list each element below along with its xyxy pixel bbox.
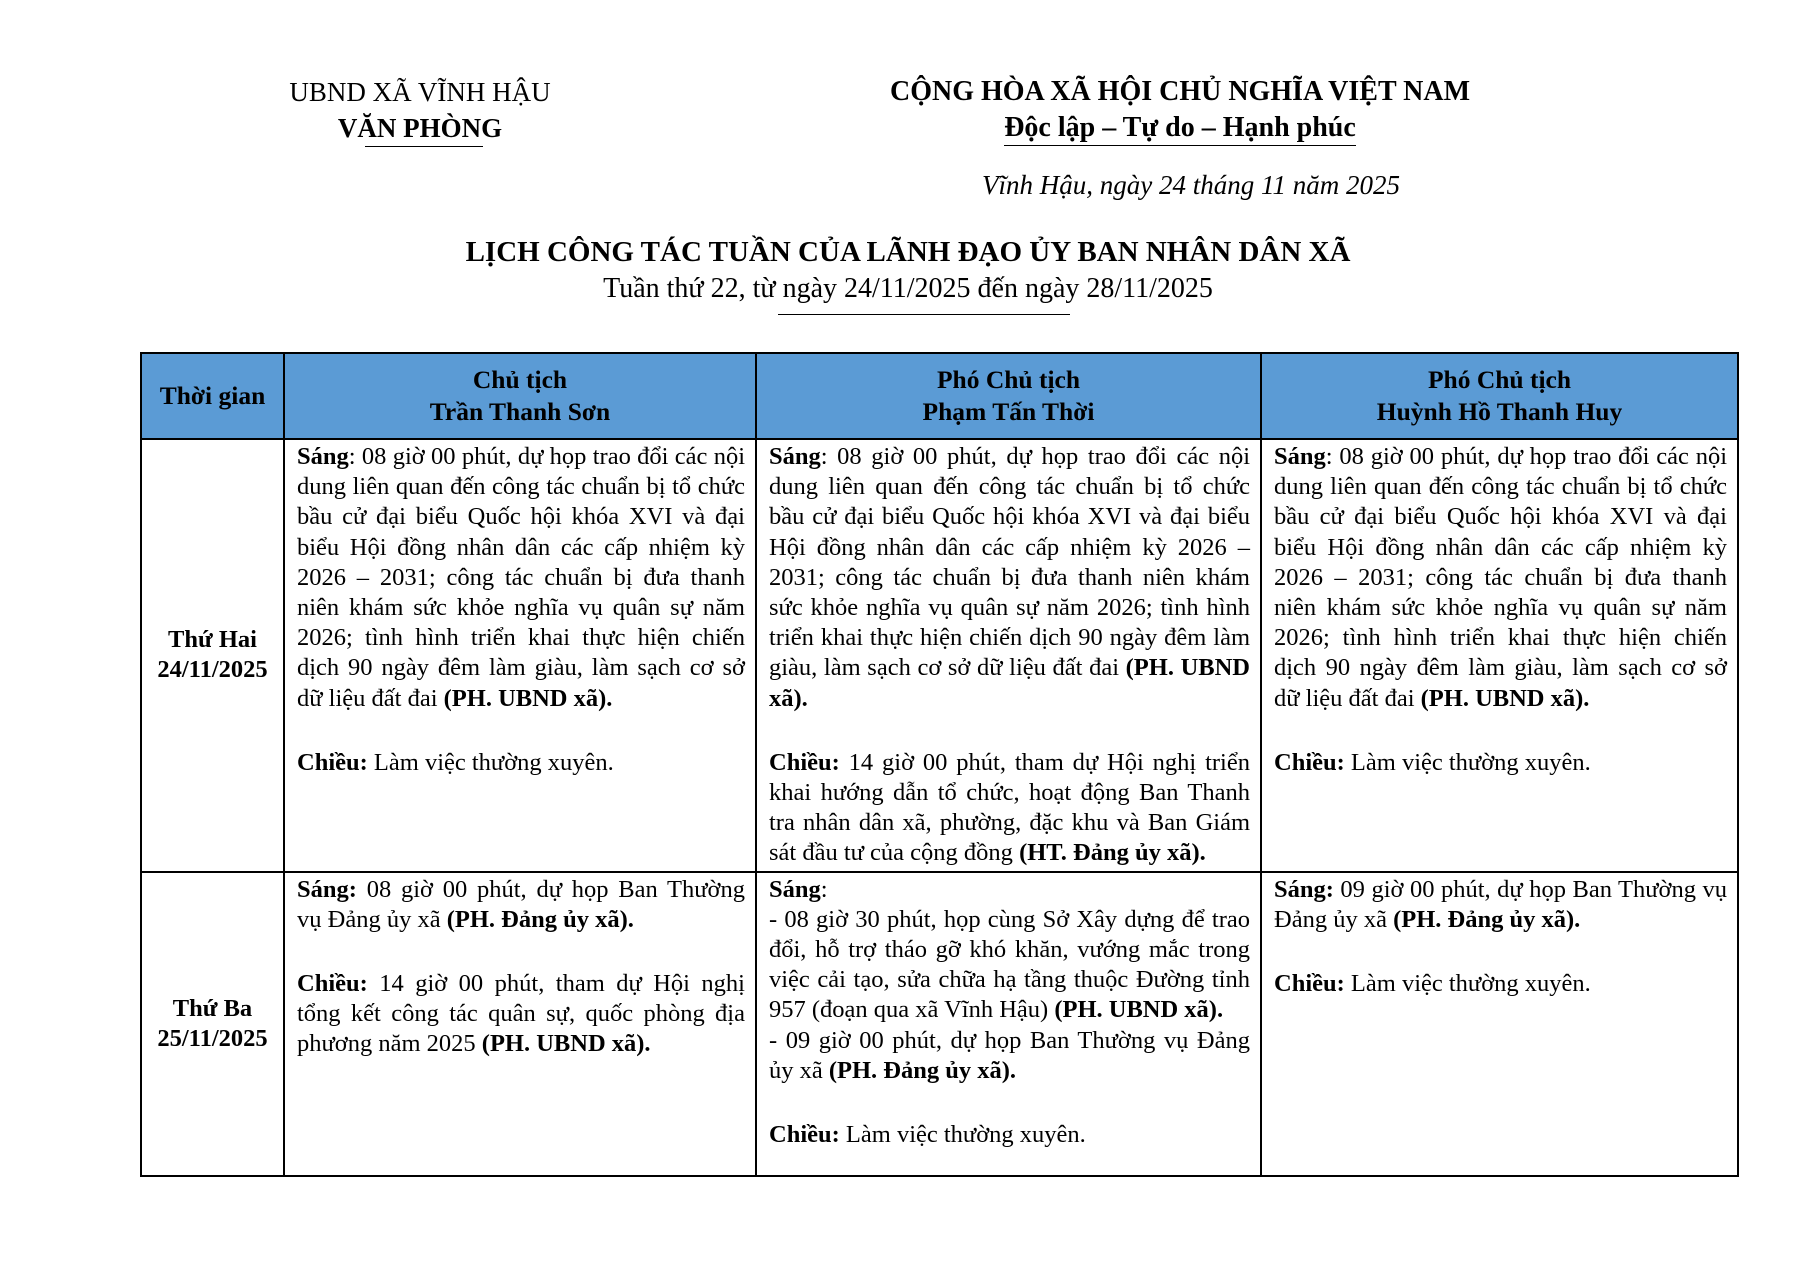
morning-entry	[297, 442, 745, 714]
morning-colon: :	[820, 875, 828, 903]
schedule-cell	[1261, 439, 1738, 872]
afternoon-host: (HT. Đảng ủy xã).	[1019, 839, 1206, 867]
place-and-date: Vĩnh Hậu, ngày 24 tháng 11 năm 2025	[982, 170, 1400, 200]
day-name: Thứ Hai	[168, 626, 257, 654]
table-row	[141, 872, 1738, 1176]
document-subtitle: Tuần thứ 22, từ ngày 24/11/2025 đến ngày 28/11/2025	[603, 273, 1213, 304]
column-header-leader-2	[756, 353, 1261, 439]
morning-host: (PH. UBND xã).	[443, 684, 613, 712]
afternoon-text: Làm việc thường xuyên.	[1344, 748, 1591, 776]
table-row	[141, 439, 1738, 872]
day-cell	[141, 872, 284, 1176]
afternoon-host: (PH. UBND xã).	[481, 1030, 651, 1058]
leader-name: Trần Thanh Sơn	[429, 397, 611, 426]
leader-name: Huỳnh Hồ Thanh Huy	[1376, 397, 1623, 426]
column-header-time: Thời gian	[141, 353, 284, 439]
morning-item-text: - 09 giờ 00 phút, dự họp Ban Thường vụ Đảng ủy xã	[769, 1026, 1250, 1084]
morning-label: Sáng	[769, 875, 821, 903]
afternoon-label: Chiều:	[1274, 748, 1345, 776]
schedule-cell	[1261, 872, 1738, 1176]
morning-host: (PH. UBND xã).	[1420, 684, 1590, 712]
morning-text: : 08 giờ 00 phút, dự họp trao đổi các nội dung liên quan đến công tác chuẩn bị tổ chức bầu cử đại biểu Quốc hội khóa XVI và đại biểu Hội đồng nhân dân các cấp nhiệm kỳ 2026 – 2031; công tác chuẩn bị đưa thanh niên khám sức khỏe nghĩa vụ quân sự năm 2026; tình hình triển khai thực hiện chiến dịch 90 ngày đêm làm giàu, làm sạch cơ sở dữ liệu đất đai	[1274, 443, 1727, 712]
morning-item	[769, 1026, 1250, 1086]
morning-text: 08 giờ 00 phút, dự họp Ban Thường vụ Đảng ủy xã	[297, 875, 745, 933]
afternoon-label: Chiều:	[297, 970, 368, 998]
national-motto: Độc lập – Tự do – Hạnh phúc	[1004, 112, 1356, 146]
day-name: Thứ Ba	[172, 994, 253, 1022]
morning-text: 09 giờ 00 phút, dự họp Ban Thường vụ Đảng ủy xã	[1274, 875, 1727, 933]
afternoon-text: 14 giờ 00 phút, tham dự Hội nghị triển khai hướng dẫn tổ chức, hoạt động Ban Thanh tra nhân dân xã, phường, đặc khu và Ban Giám sát đầu tư của cộng đồng	[769, 748, 1250, 867]
agency-name: UBND XÃ VĨNH HẬU	[289, 77, 551, 107]
leader-name: Phạm Tấn Thời	[922, 397, 1095, 426]
morning-text: : 08 giờ 00 phút, dự họp trao đổi các nội dung liên quan đến công tác chuẩn bị tổ chức bầu cử đại biểu Quốc hội khóa XVI và đại biểu Hội đồng nhân dân các cấp nhiệm kỳ 2026 – 2031; công tác chuẩn bị đưa thanh niên khám sức khỏe nghĩa vụ quân sự năm 2026; tình hình triển khai thực hiện chiến dịch 90 ngày đêm làm giàu, làm sạch cơ sở dữ liệu đất đai	[769, 443, 1250, 682]
morning-item-host: (PH. UBND xã).	[1054, 996, 1224, 1024]
morning-label: Sáng	[769, 443, 821, 470]
afternoon-label: Chiều:	[297, 748, 368, 776]
morning-entry	[297, 875, 745, 935]
national-title-block	[860, 74, 1500, 146]
morning-host: (PH. Đảng ủy xã).	[446, 905, 634, 933]
afternoon-entry	[769, 748, 1250, 869]
morning-entry	[769, 442, 1250, 714]
morning-entry	[1274, 442, 1727, 714]
morning-text: : 08 giờ 00 phút, dự họp trao đổi các nội dung liên quan đến công tác chuẩn bị tổ chức bầu cử đại biểu Quốc hội khóa XVI và đại biểu Hội đồng nhân dân các cấp nhiệm kỳ 2026 – 2031; công tác chuẩn bị đưa thanh niên khám sức khỏe nghĩa vụ quân sự năm 2026; tình hình triển khai thực hiện chiến dịch 90 ngày đêm làm giàu, làm sạch cơ sở dữ liệu đất đai	[297, 443, 745, 712]
leader-role: Chủ tịch	[472, 365, 568, 394]
morning-label: Sáng	[297, 443, 349, 470]
morning-host: (PH. Đảng ủy xã).	[1393, 905, 1581, 933]
column-header-leader-1	[284, 353, 756, 439]
morning-item-host: (PH. Đảng ủy xã).	[828, 1056, 1017, 1084]
morning-label: Sáng:	[297, 875, 357, 903]
morning-entry	[769, 875, 1250, 905]
schedule-cell	[284, 439, 756, 872]
schedule-cell	[756, 872, 1261, 1176]
office-underline	[365, 146, 483, 147]
leader-role: Phó Chủ tịch	[936, 365, 1081, 394]
afternoon-entry	[1274, 969, 1727, 999]
document-title: LỊCH CÔNG TÁC TUẦN CỦA LÃNH ĐẠO ỦY BAN NHÂN DÂN XÃ	[465, 236, 1351, 268]
nation-name: CỘNG HÒA XÃ HỘI CHỦ NGHĨA VIỆT NAM	[889, 76, 1471, 107]
subtitle-underline	[778, 314, 1070, 315]
schedule-table	[140, 352, 1739, 1177]
office-name: VĂN PHÒNG	[337, 113, 503, 143]
morning-label: Sáng:	[1274, 875, 1334, 903]
morning-host: (PH. UBND xã).	[769, 654, 1250, 712]
afternoon-label: Chiều:	[769, 1121, 840, 1149]
afternoon-text: Làm việc thường xuyên.	[839, 1121, 1086, 1149]
day-date: 25/11/2025	[157, 1024, 268, 1052]
table-header-row	[141, 353, 1738, 439]
morning-entry	[1274, 875, 1727, 935]
schedule-cell	[756, 439, 1261, 872]
afternoon-entry	[769, 1120, 1250, 1150]
column-header-leader-3	[1261, 353, 1738, 439]
morning-item-text: - 08 giờ 30 phút, họp cùng Sở Xây dựng để trao đổi, hỗ trợ tháo gỡ khó khăn, vướng mắc trong việc cải tạo, sửa chữa hạ tầng thuộc Đường tỉnh 957 (đoạn qua xã Vĩnh Hậu)	[769, 905, 1250, 1024]
morning-label: Sáng	[1274, 443, 1326, 470]
afternoon-text: 14 giờ 00 phút, tham dự Hội nghị tổng kết công tác quân sự, quốc phòng địa phương năm 2025	[297, 970, 745, 1058]
day-date: 24/11/2025	[157, 656, 268, 684]
afternoon-entry	[297, 969, 745, 1060]
issuing-agency-block	[250, 74, 590, 146]
afternoon-label: Chiều:	[769, 748, 840, 776]
morning-item	[769, 905, 1250, 1026]
afternoon-text: Làm việc thường xuyên.	[367, 748, 614, 776]
afternoon-label: Chiều:	[1274, 970, 1345, 998]
leader-role: Phó Chủ tịch	[1427, 365, 1572, 394]
day-cell	[141, 439, 284, 872]
schedule-cell	[284, 872, 756, 1176]
afternoon-text: Làm việc thường xuyên.	[1344, 970, 1591, 998]
afternoon-entry	[297, 748, 745, 778]
afternoon-entry	[1274, 748, 1727, 778]
